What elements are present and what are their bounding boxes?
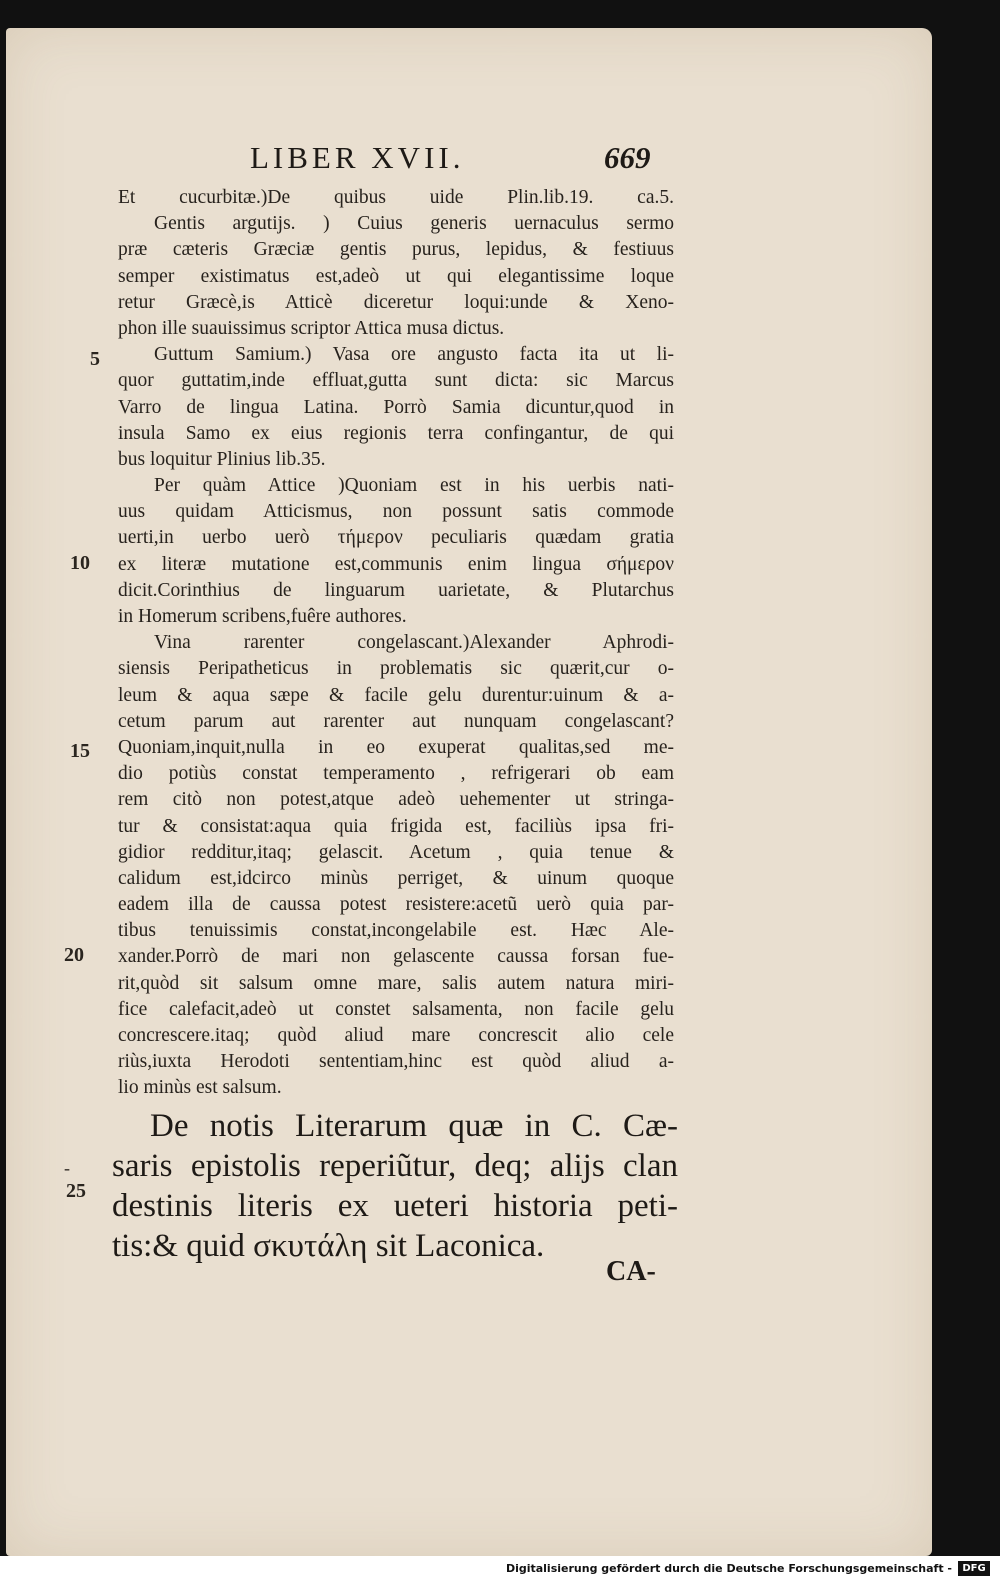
text-line: Varro de lingua Latina. Porrò Samia dicuntur,quod in <box>118 396 674 418</box>
text-line: rit,quòd sit salsum omne mare, salis autem natura miri- <box>118 972 674 994</box>
running-head: LIBER XVII. <box>250 140 465 175</box>
text-line: eadem illa de caussa potest resistere:acetũ uerò quia par- <box>118 894 674 916</box>
text-line: Et cucurbitæ.)De quibus uide Plin.lib.19. ca.5. <box>118 187 674 208</box>
page-number: 669 <box>604 140 651 175</box>
text-line: lio minùs est salsum. <box>118 1077 282 1099</box>
text-line: insula Samo ex eius regionis terra confingantur, de qui <box>118 422 674 444</box>
dfg-logo: DFG <box>958 1561 990 1576</box>
text-line: uerti,in uerbo uerò τήμερον peculiaris quædam gratia <box>118 527 674 549</box>
text-line: gidior redditur,itaq; gelascit. Acetum , quia tenue & <box>118 841 674 863</box>
text-line: præ cæteris Græciæ gentis purus, lepidus, & festiuus <box>118 239 674 261</box>
text-line: Vina rarenter congelascant.)Alexander Aphrodi- <box>154 632 674 654</box>
margin-dash: - <box>64 1158 70 1178</box>
heading-line: tis:& quid σκυτάλη sit Laconica. <box>112 1228 545 1264</box>
text-line: retur Græcè,is Atticè diceretur loqui:unde & Xeno- <box>118 291 674 313</box>
text-line: calidum est,idcirco minùs perriget, & uinum quoque <box>118 867 674 889</box>
text-line: Quoniam,inquit,nulla in eo exuperat qualitas,sed me- <box>118 736 674 758</box>
text-line: Gentis argutijs. ) Cuius generis uernaculus sermo <box>154 213 674 235</box>
text-line: dio potiùs constat temperamento , refrigerari ob eam <box>118 763 674 785</box>
margin-line-number: 5 <box>90 348 100 370</box>
text-line: semper existimatus est,adeò ut qui elegantissime loque <box>118 265 674 287</box>
text-line: xander.Porrò de mari non gelascente caussa forsan fue- <box>118 946 674 968</box>
text-line: uus quidam Atticismus, non possunt satis commode <box>118 501 674 523</box>
footer-bar <box>0 1556 1000 1582</box>
footer-credit: Digitalisierung gefördert durch die Deutsche Forschungsgemeinschaft - <box>505 1562 952 1575</box>
margin-line-number: 20 <box>64 944 84 966</box>
text-line: in Homerum scribens,fuêre authores. <box>118 606 407 627</box>
text-line: bus loquitur Plinius lib.35. <box>118 448 326 470</box>
text-line: dicit.Corinthius de linguarum uarietate, & Plutarchus <box>118 579 674 601</box>
text-line: tur & consistat:aqua quia frigida est, faciliùs ipsa fri- <box>118 815 674 837</box>
heading-line: destinis literis ex ueteri historia peti- <box>112 1188 678 1224</box>
margin-line-number: 10 <box>70 552 90 574</box>
margin-line-number: 15 <box>70 740 90 762</box>
catchword: CA- <box>606 1256 656 1287</box>
text-line: Guttum Samium.) Vasa ore angusto facta ita ut li- <box>154 344 674 366</box>
text-line: Per quàm Attice )Quoniam est in his uerbis nati- <box>154 475 674 497</box>
text-line: riùs,iuxta Herodoti sententiam,hinc est quòd aliud a- <box>118 1051 674 1073</box>
text-line: ex literæ mutatione est,communis enim lingua σήμερον <box>118 553 674 575</box>
chapter-heading <box>112 1106 678 1266</box>
text-line: fice calefacit,adeò ut constet salsamenta, non facile gelu <box>118 998 674 1020</box>
body-text <box>118 185 674 1102</box>
text-line: rem citò non potest,atque adeò uehementer ut stringa- <box>118 789 674 811</box>
heading-line: saris epistolis reperiũtur, deq; alijs clan <box>112 1148 678 1184</box>
text-line: tibus tenuissimis constat,incongelabile est. Hæc Ale- <box>118 920 674 942</box>
margin-line-number: 25 <box>66 1180 86 1202</box>
heading-line: De notis Literarum quæ in C. Cæ- <box>150 1108 678 1144</box>
text-line: concrescere.itaq; quòd aliud mare concrescit alio cele <box>118 1025 674 1046</box>
text-line: phon ille suauissimus scriptor Attica musa dictus. <box>118 317 505 339</box>
text-line: siensis Peripatheticus in problematis sic quærit,cur o- <box>118 658 674 680</box>
text-line: quor guttatim,inde effluat,gutta sunt dicta: sic Marcus <box>118 370 674 392</box>
text-line: leum & aqua sæpe & facile gelu durentur:uinum & a- <box>118 684 674 706</box>
text-line: cetum parum aut rarenter aut nunquam congelascant? <box>118 710 674 732</box>
